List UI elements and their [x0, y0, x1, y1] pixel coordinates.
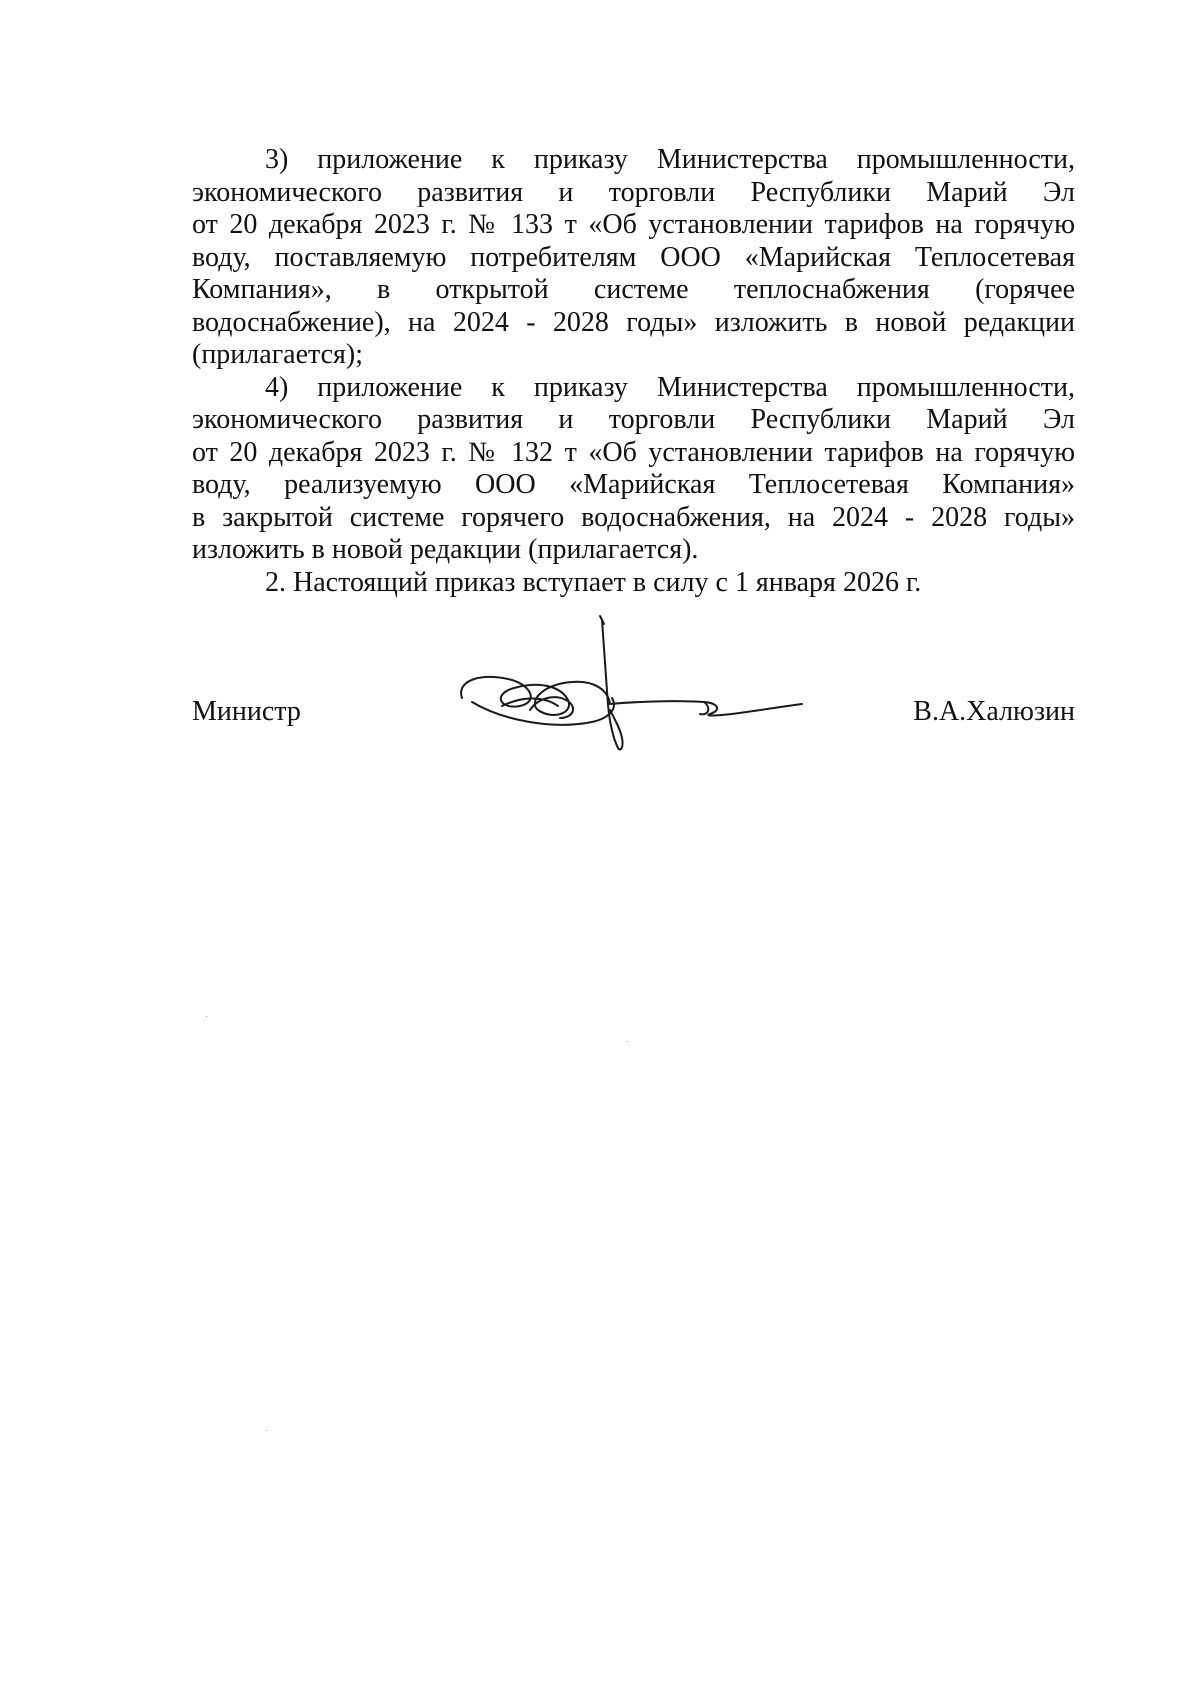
- paragraph-item-4: [192, 372, 1075, 567]
- text-line: от 20 декабря 2023 г. № 133 т «Об установлении тарифов на горячую: [192, 209, 1075, 240]
- text-line: в закрытой системе горячего водоснабжения, на 2024 - 2028 годы»: [192, 501, 1075, 533]
- signatory-position: Министр: [192, 696, 301, 727]
- text-line: 3) приложение к приказу Министерства промышленности,: [265, 144, 1075, 175]
- document-body: [192, 144, 1075, 599]
- handwritten-signature-icon: [442, 610, 842, 770]
- text-line: воду, поставляемую потребителям ООО «Марийская Теплосетевая: [192, 241, 1075, 273]
- paragraph-effective-date: [192, 567, 1075, 600]
- text-line: Компания», в открытой системе теплоснабжения (горячее: [192, 274, 1075, 305]
- scan-speck: [206, 1016, 207, 1017]
- text-line: экономического развития и торговли Республики Марий Эл: [192, 404, 1075, 435]
- text-line: 2. Настоящий приказ вступает в силу с 1 января 2026 г.: [265, 566, 922, 598]
- text-line: 4) приложение к приказу Министерства промышленности,: [265, 371, 1075, 403]
- signature-block: [192, 610, 1075, 770]
- paragraph-item-3: [192, 144, 1075, 372]
- signatory-name: В.А.Халюзин: [913, 696, 1075, 727]
- text-line: изложить в новой редакции (прилагается).: [192, 534, 699, 565]
- text-line: экономического развития и торговли Республики Марий Эл: [192, 176, 1075, 208]
- text-line: воду, реализуемую ООО «Марийская Теплосетевая Компания»: [192, 469, 1075, 500]
- scan-speck: [266, 1430, 267, 1431]
- text-line: водоснабжение), на 2024 - 2028 годы» изложить в новой редакции: [192, 306, 1075, 338]
- scan-speck: [627, 1041, 628, 1042]
- text-line: от 20 декабря 2023 г. № 132 т «Об установлении тарифов на горячую: [192, 436, 1075, 468]
- text-line: (прилагается);: [192, 339, 364, 370]
